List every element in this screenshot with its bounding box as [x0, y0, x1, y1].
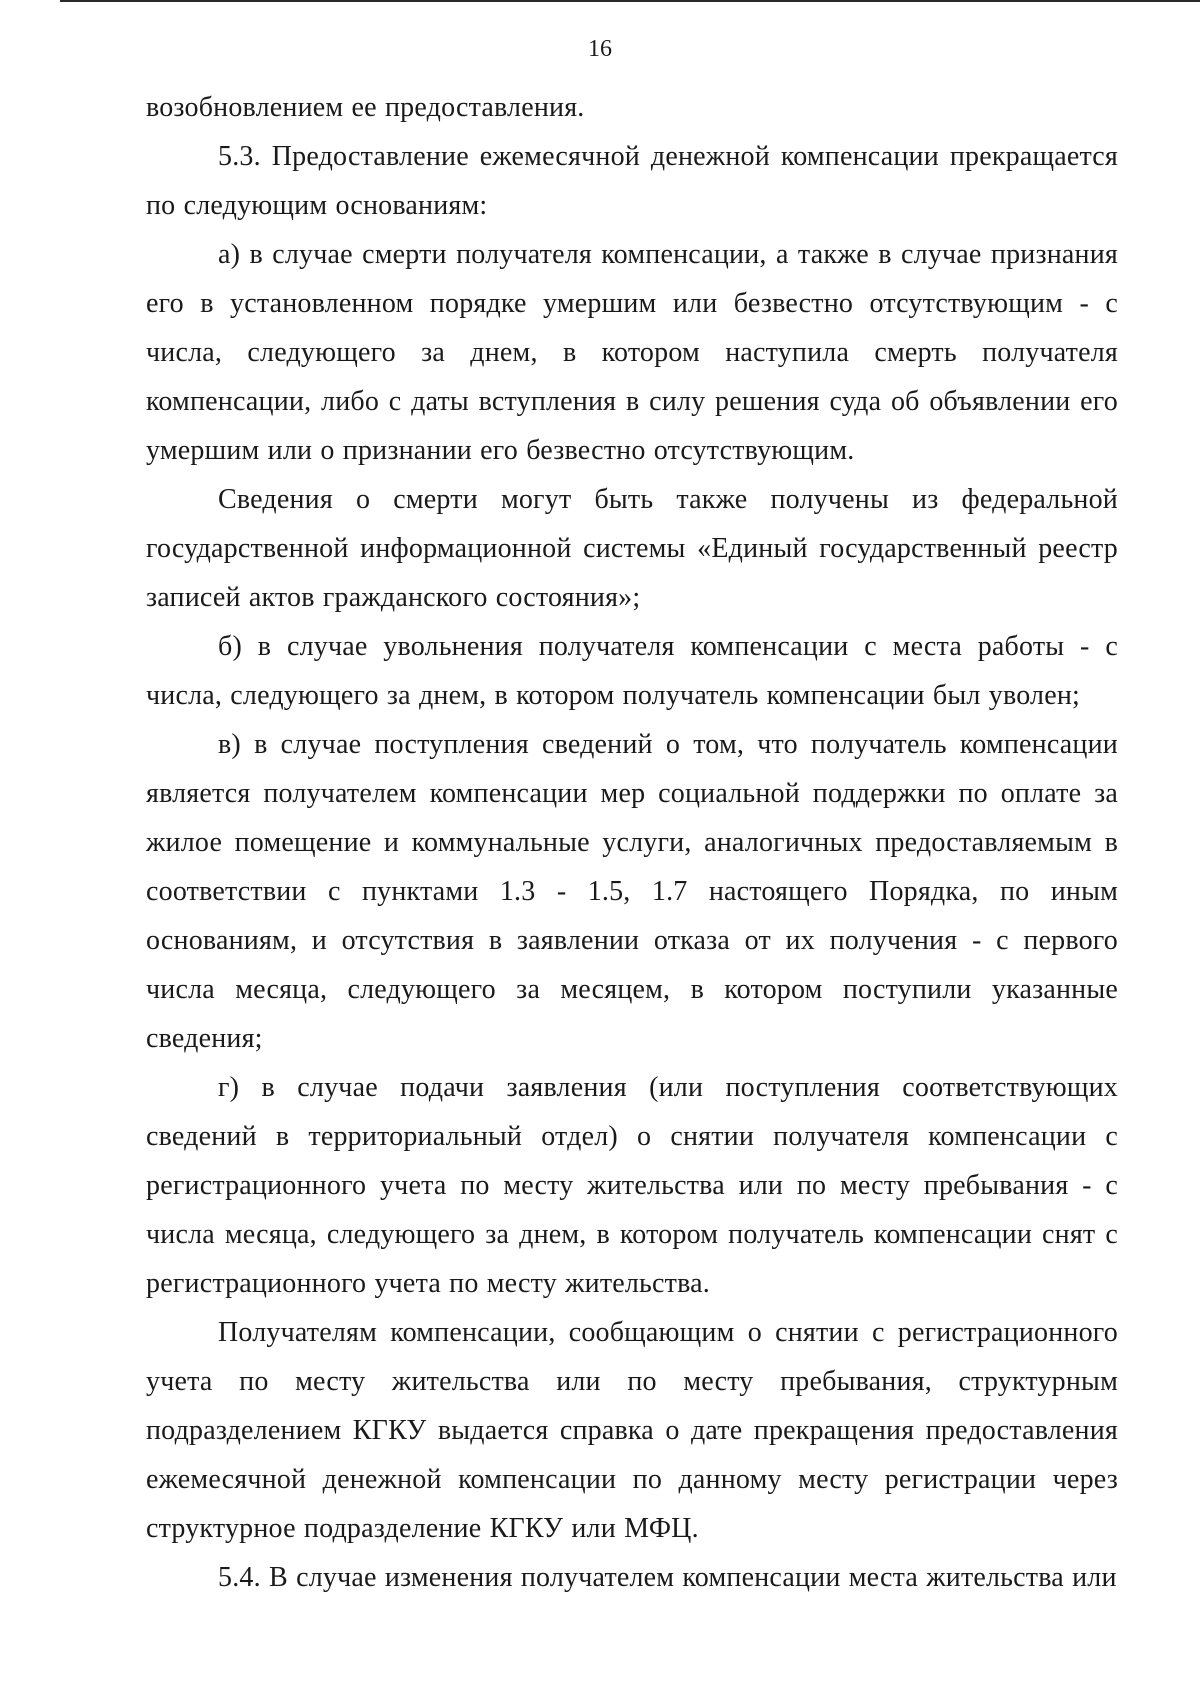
paragraph-item-b: б) в случае увольнения получателя компенсации с места работы - с числа, следующего за днем, в котором получатель компенсации был уволен; — [146, 631, 1118, 711]
paragraph-item-g: г) в случае подачи заявления (или поступления соответствующих сведений в территориальный отдел) о снятии получателя компенсации с регистрационного учета по месту жительства или по месту пребывания - с числа месяца, следующего за днем, в котором получатель компенсации снят с регистрационного учета по месту жительства. — [146, 1072, 1118, 1299]
paragraph-5-3: 5.3. Предоставление ежемесячной денежной компенсации прекращается по следующим основаниям: — [146, 141, 1118, 221]
paragraph-item-a: а) в случае смерти получателя компенсации, а также в случае признания его в установленном порядке умершим или безвестно отсутствующим - с числа, следующего за днем, в котором наступила смерть получателя компенсации, либо с даты вступления в силу решения суда об объявлении его умершим или о признании его безвестно отсутствующим. — [146, 239, 1118, 466]
document-body — [146, 83, 1118, 1602]
paragraph-continuation: возобновлением ее предоставления. — [146, 92, 585, 123]
paragraph-death-info: Сведения о смерти могут быть также получены из федеральной государственной информационной системы «Единый государственный реестр записей актов гражданского состояния»; — [146, 484, 1118, 613]
paragraph-recipients: Получателям компенсации, сообщающим о снятии с регистрационного учета по месту жительства или по месту пребывания, структурным подразделением КГКУ выдается справка о дате прекращения предоставления ежемесячной денежной компенсации по данному месту регистрации через структурное подразделение КГКУ или МФЦ. — [146, 1317, 1118, 1544]
top-rule — [60, 0, 1200, 2]
page-number: 16 — [588, 36, 612, 62]
paragraph-item-v: в) в случае поступления сведений о том, что получатель компенсации является получателем компенсации мер социальной поддержки по оплате за жилое помещение и коммунальные услуги, аналогичных предоставляемым в соответствии с пунктами 1.3 - 1.5, 1.7 настоящего Порядка, по иным основаниям, и отсутствия в заявлении отказа от их получения - с первого числа месяца, следующего за месяцем, в котором поступили указанные сведения; — [146, 729, 1118, 1054]
paragraph-5-4: 5.4. В случае изменения получателем компенсации места жительства или — [218, 1562, 1117, 1593]
